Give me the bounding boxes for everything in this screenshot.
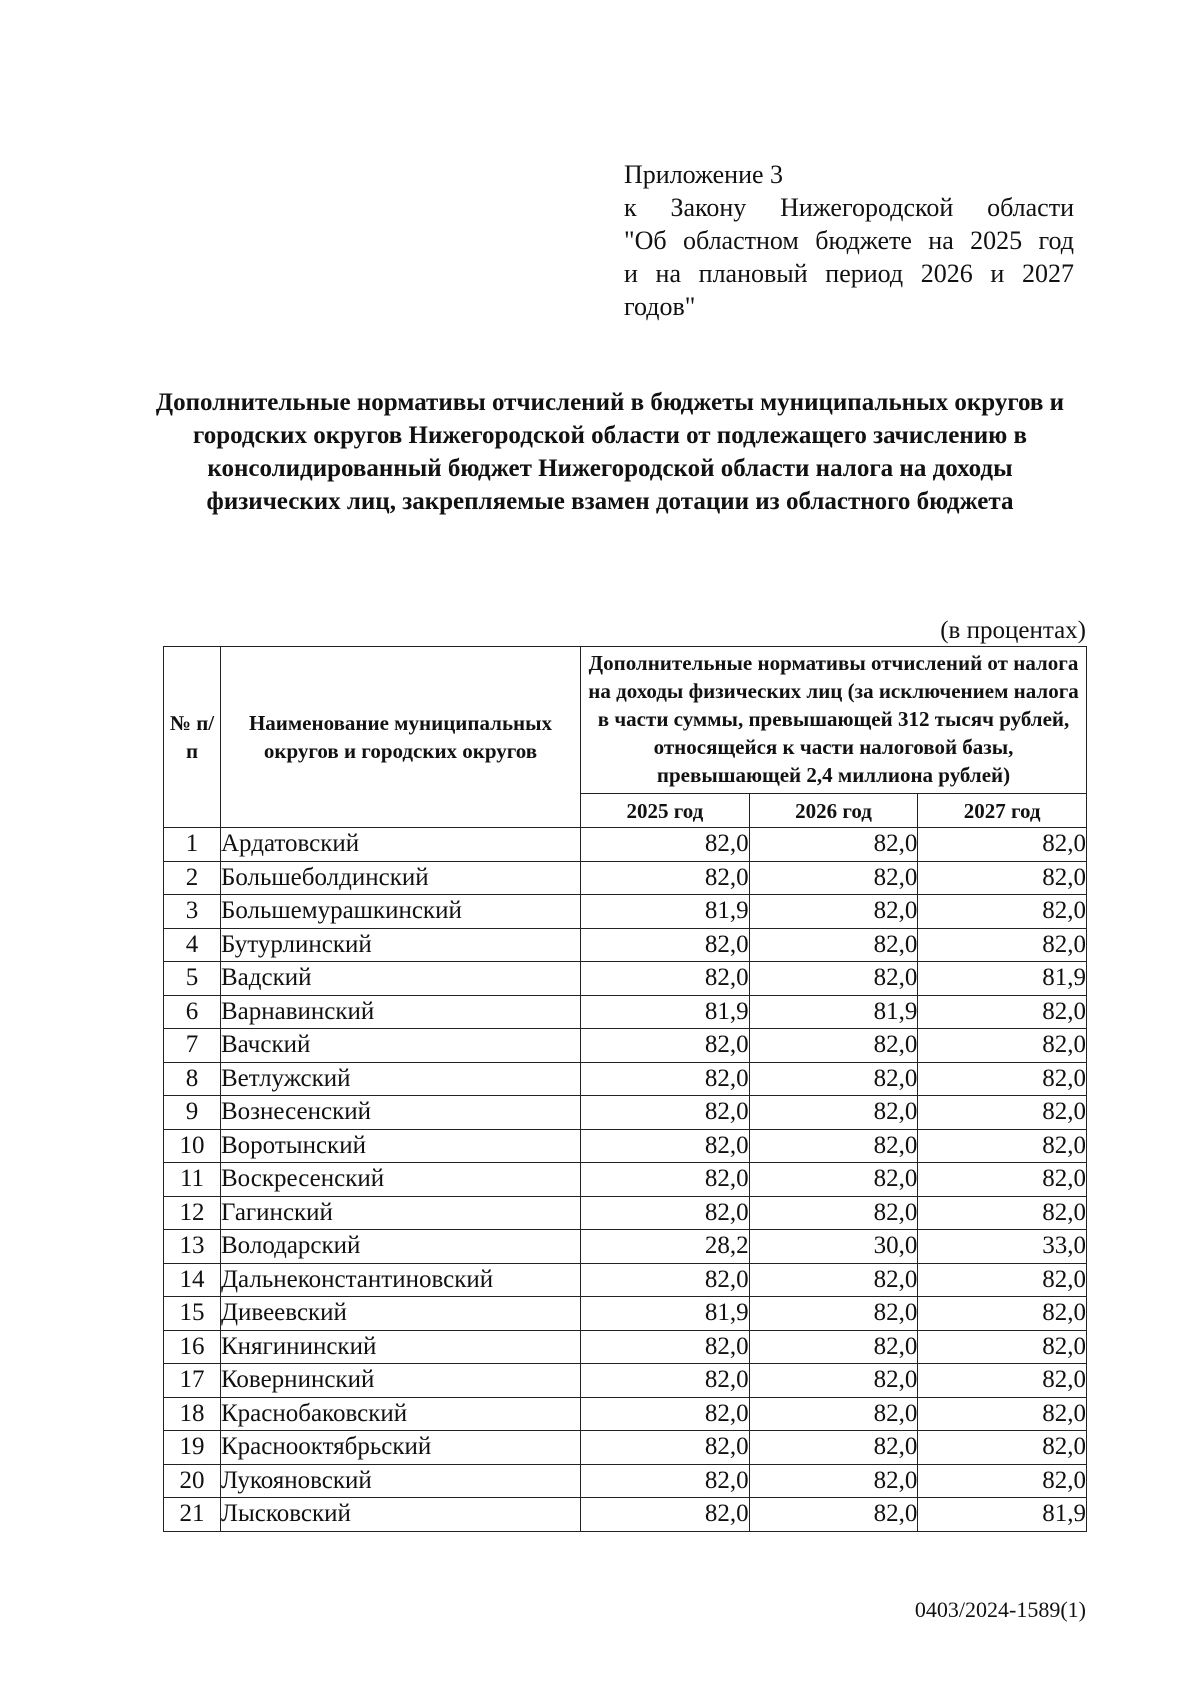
value-2026: 30,0 xyxy=(749,1230,918,1264)
value-2026: 82,0 xyxy=(749,962,918,996)
table-body xyxy=(164,828,1087,1532)
row-number: 9 xyxy=(164,1096,221,1130)
table-row xyxy=(164,1263,1087,1297)
value-2026: 82,0 xyxy=(749,828,918,862)
value-2027: 82,0 xyxy=(918,1263,1087,1297)
row-number: 5 xyxy=(164,962,221,996)
value-2026: 82,0 xyxy=(749,1263,918,1297)
table-row xyxy=(164,962,1087,996)
units-note: (в процентах) xyxy=(940,617,1086,644)
table-row xyxy=(164,1062,1087,1096)
header-year-2027: 2027 год xyxy=(918,794,1087,828)
table-row xyxy=(164,928,1087,962)
row-number: 11 xyxy=(164,1163,221,1197)
value-2026: 82,0 xyxy=(749,1397,918,1431)
value-2026: 82,0 xyxy=(749,895,918,929)
value-2027: 82,0 xyxy=(918,1096,1087,1130)
district-name: Краснобаковский xyxy=(221,1397,581,1431)
district-name: Дальнеконстантиновский xyxy=(221,1263,581,1297)
value-2026: 82,0 xyxy=(749,1464,918,1498)
value-2026: 82,0 xyxy=(749,1129,918,1163)
district-name: Воскресенский xyxy=(221,1163,581,1197)
appendix-line: годов" xyxy=(624,292,696,321)
row-number: 19 xyxy=(164,1431,221,1465)
value-2027: 82,0 xyxy=(918,1062,1087,1096)
table-row xyxy=(164,1096,1087,1130)
value-2026: 82,0 xyxy=(749,1498,918,1532)
table-row xyxy=(164,1230,1087,1264)
district-name: Вадский xyxy=(221,962,581,996)
appendix-line: "Об областном бюджете на 2025 год xyxy=(624,226,1074,255)
table-row xyxy=(164,1129,1087,1163)
table-row xyxy=(164,1163,1087,1197)
value-2026: 82,0 xyxy=(749,928,918,962)
table-row xyxy=(164,828,1087,862)
value-2026: 82,0 xyxy=(749,1163,918,1197)
district-name: Ардатовский xyxy=(221,828,581,862)
value-2027: 81,9 xyxy=(918,1498,1087,1532)
value-2027: 82,0 xyxy=(918,1431,1087,1465)
table-row xyxy=(164,1464,1087,1498)
row-number: 7 xyxy=(164,1029,221,1063)
row-number: 4 xyxy=(164,928,221,962)
value-2025: 82,0 xyxy=(581,1196,750,1230)
header-num: № п/п xyxy=(164,647,221,828)
table-row xyxy=(164,1498,1087,1532)
appendix-line: Приложение 3 xyxy=(624,160,784,189)
norms-table xyxy=(163,646,1087,1532)
value-2027: 82,0 xyxy=(918,1196,1087,1230)
value-2027: 82,0 xyxy=(918,1364,1087,1398)
district-name: Лысковский xyxy=(221,1498,581,1532)
district-name: Княгининский xyxy=(221,1330,581,1364)
district-name: Краснооктябрьский xyxy=(221,1431,581,1465)
value-2027: 82,0 xyxy=(918,828,1087,862)
value-2025: 82,0 xyxy=(581,1096,750,1130)
value-2026: 82,0 xyxy=(749,861,918,895)
row-number: 21 xyxy=(164,1498,221,1532)
row-number: 17 xyxy=(164,1364,221,1398)
value-2025: 82,0 xyxy=(581,1029,750,1063)
value-2025: 82,0 xyxy=(581,1163,750,1197)
value-2027: 82,0 xyxy=(918,1029,1087,1063)
value-2025: 82,0 xyxy=(581,1498,750,1532)
value-2025: 82,0 xyxy=(581,1330,750,1364)
table-row xyxy=(164,1196,1087,1230)
value-2027: 82,0 xyxy=(918,1464,1087,1498)
value-2027: 33,0 xyxy=(918,1230,1087,1264)
table-row xyxy=(164,1330,1087,1364)
value-2025: 82,0 xyxy=(581,962,750,996)
district-name: Володарский xyxy=(221,1230,581,1264)
value-2026: 82,0 xyxy=(749,1062,918,1096)
value-2027: 82,0 xyxy=(918,1397,1087,1431)
header-norms: Дополнительные нормативы отчислений от налога на доходы физических лиц (за исключением налога в части суммы, превышающей 312 тысяч рублей, относящейся к части налоговой базы, превышающей 2,4 миллиона рублей) xyxy=(581,647,1087,794)
value-2025: 82,0 xyxy=(581,1464,750,1498)
value-2027: 82,0 xyxy=(918,1330,1087,1364)
value-2025: 82,0 xyxy=(581,1263,750,1297)
district-name: Ковернинский xyxy=(221,1364,581,1398)
value-2025: 81,9 xyxy=(581,995,750,1029)
value-2025: 82,0 xyxy=(581,1431,750,1465)
value-2025: 82,0 xyxy=(581,1062,750,1096)
document-title: Дополнительные нормативы отчислений в бюджеты муниципальных округов и городских округов Нижегородской области от подлежащего зачислению в консолидированный бюджет Нижегородской области налога на доходы физических лиц, закрепляемые взамен дотации из областного бюджета xyxy=(155,389,1065,515)
row-number: 20 xyxy=(164,1464,221,1498)
value-2026: 82,0 xyxy=(749,1029,918,1063)
value-2027: 82,0 xyxy=(918,995,1087,1029)
table-row xyxy=(164,1029,1087,1063)
value-2027: 82,0 xyxy=(918,861,1087,895)
row-number: 8 xyxy=(164,1062,221,1096)
value-2027: 82,0 xyxy=(918,1297,1087,1331)
value-2026: 81,9 xyxy=(749,995,918,1029)
table-row xyxy=(164,1297,1087,1331)
district-name: Вознесенский xyxy=(221,1096,581,1130)
row-number: 1 xyxy=(164,828,221,862)
header-name: Наименование муниципальных округов и городских округов xyxy=(221,647,581,828)
district-name: Воротынский xyxy=(221,1129,581,1163)
value-2027: 82,0 xyxy=(918,1129,1087,1163)
value-2025: 82,0 xyxy=(581,1129,750,1163)
row-number: 12 xyxy=(164,1196,221,1230)
district-name: Варнавинский xyxy=(221,995,581,1029)
district-name: Гагинский xyxy=(221,1196,581,1230)
value-2026: 82,0 xyxy=(749,1297,918,1331)
value-2026: 82,0 xyxy=(749,1096,918,1130)
header-year-2025: 2025 год xyxy=(581,794,750,828)
appendix-line: к Закону Нижегородской области xyxy=(624,193,1074,222)
value-2025: 82,0 xyxy=(581,928,750,962)
appendix-line: и на плановый период 2026 и 2027 xyxy=(624,259,1074,288)
row-number: 13 xyxy=(164,1230,221,1264)
header-year-2026: 2026 год xyxy=(749,794,918,828)
table-row xyxy=(164,995,1087,1029)
value-2027: 82,0 xyxy=(918,928,1087,962)
value-2025: 81,9 xyxy=(581,895,750,929)
table-row xyxy=(164,1397,1087,1431)
value-2027: 82,0 xyxy=(918,895,1087,929)
row-number: 18 xyxy=(164,1397,221,1431)
row-number: 14 xyxy=(164,1263,221,1297)
value-2026: 82,0 xyxy=(749,1196,918,1230)
row-number: 3 xyxy=(164,895,221,929)
row-number: 2 xyxy=(164,861,221,895)
table-row xyxy=(164,1431,1087,1465)
district-name: Большеболдинский xyxy=(221,861,581,895)
row-number: 15 xyxy=(164,1297,221,1331)
district-name: Ветлужский xyxy=(221,1062,581,1096)
table-row xyxy=(164,861,1087,895)
appendix-block xyxy=(624,158,1074,323)
value-2025: 82,0 xyxy=(581,861,750,895)
value-2027: 81,9 xyxy=(918,962,1087,996)
district-name: Бутурлинский xyxy=(221,928,581,962)
value-2025: 81,9 xyxy=(581,1297,750,1331)
value-2027: 82,0 xyxy=(918,1163,1087,1197)
value-2026: 82,0 xyxy=(749,1364,918,1398)
value-2026: 82,0 xyxy=(749,1330,918,1364)
district-name: Вачский xyxy=(221,1029,581,1063)
value-2026: 82,0 xyxy=(749,1431,918,1465)
row-number: 10 xyxy=(164,1129,221,1163)
value-2025: 82,0 xyxy=(581,1397,750,1431)
table-row xyxy=(164,895,1087,929)
value-2025: 28,2 xyxy=(581,1230,750,1264)
table-row xyxy=(164,1364,1087,1398)
value-2025: 82,0 xyxy=(581,828,750,862)
row-number: 6 xyxy=(164,995,221,1029)
district-name: Лукояновский xyxy=(221,1464,581,1498)
document-number: 0403/2024-1589(1) xyxy=(914,1597,1086,1622)
row-number: 16 xyxy=(164,1330,221,1364)
district-name: Дивеевский xyxy=(221,1297,581,1331)
district-name: Большемурашкинский xyxy=(221,895,581,929)
value-2025: 82,0 xyxy=(581,1364,750,1398)
